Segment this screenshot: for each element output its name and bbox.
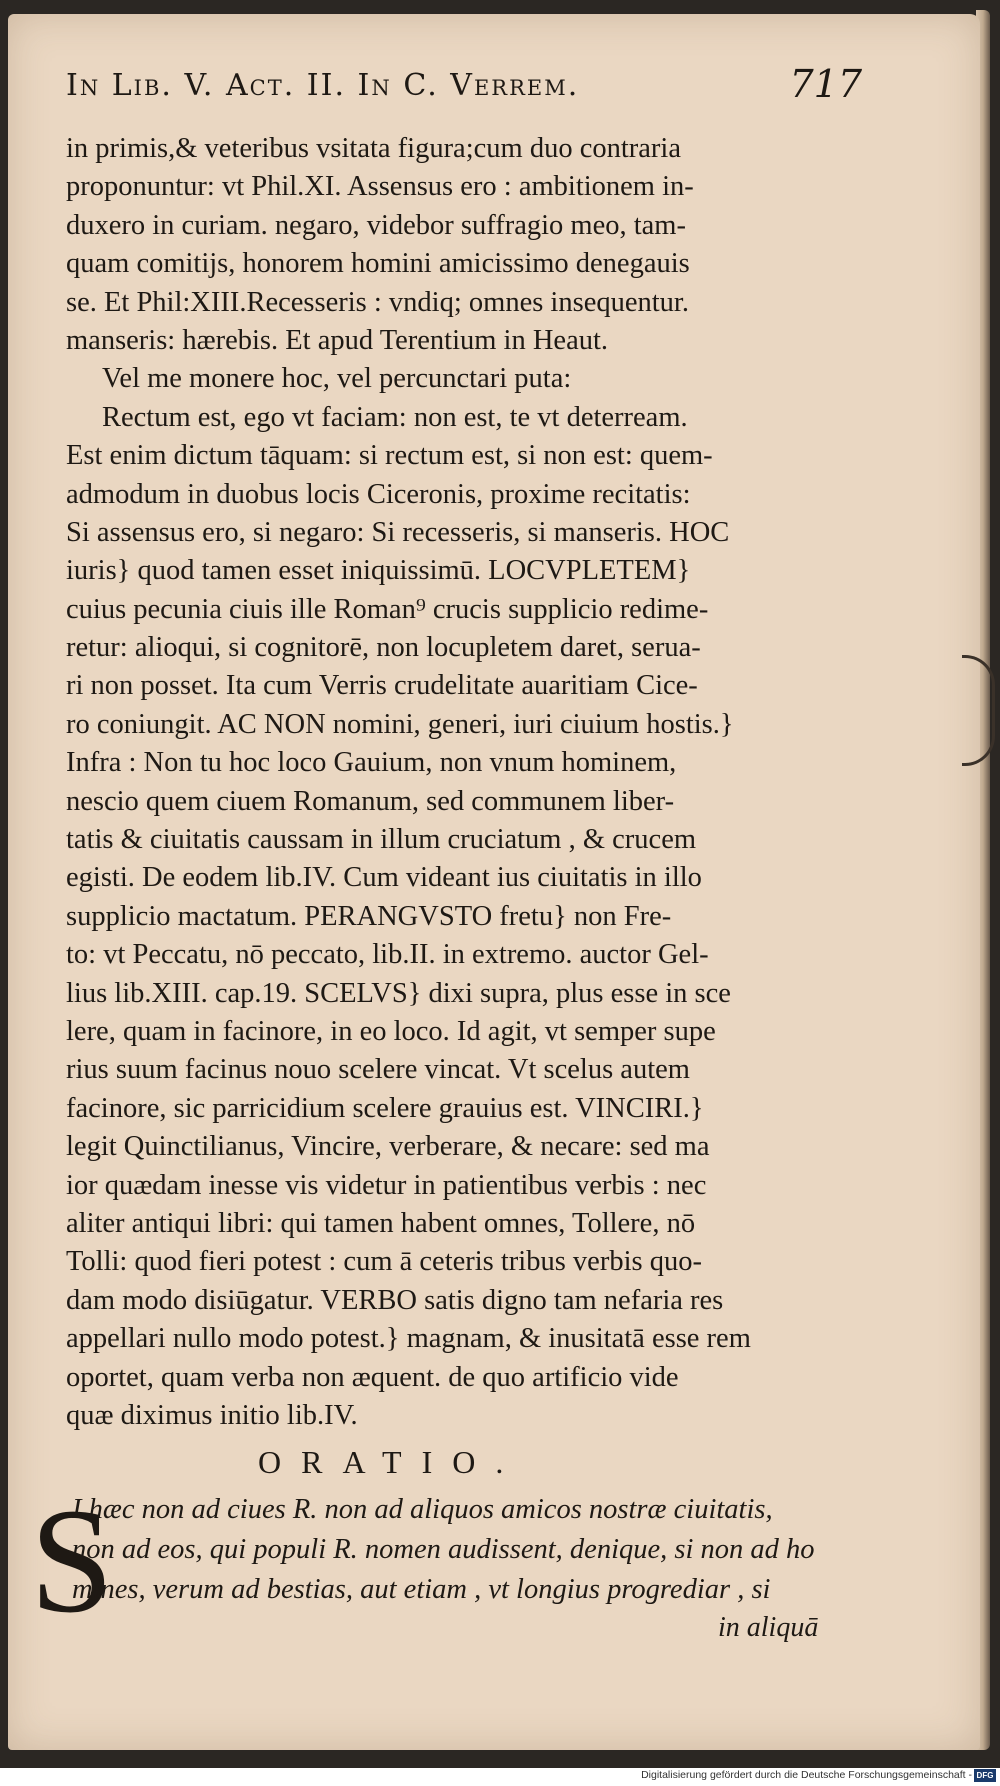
digitization-note: Digitalisierung gefördert durch die Deutsche Forschungsgemeinschaft - (641, 1769, 972, 1781)
page-tab-marker (962, 655, 995, 766)
text-line: Si assensus ero, si negaro: Si recesseris, si manseris. HOC (66, 516, 730, 548)
text-line: to: vt Peccatu, nō peccato, lib.II. in extremo. auctor Gel- (66, 939, 709, 971)
text-line: Tolli: quod fieri potest : cum ā ceteris tribus verbis quo- (66, 1246, 702, 1278)
text-line: admodum in duobus locis Ciceronis, proxime recitatis: (66, 478, 691, 510)
text-line: rius suum facinus nouo scelere vincat. Vt scelus autem (66, 1054, 690, 1086)
oratio-line: non ad eos, qui populi R. nomen audissent, denique, si non ad ho (72, 1534, 815, 1565)
text-line: quæ diximus initio lib.IV. (66, 1399, 358, 1431)
text-line: retur: alioqui, si cognitorē, non locupletem daret, serua- (66, 632, 701, 664)
oratio-heading: ORATIO. (258, 1444, 524, 1480)
oratio-line: I hæc non ad ciues R. non ad aliquos amicos nostræ ciuitatis, (72, 1494, 773, 1525)
text-line: facinore, sic parricidium scelere grauius est. VINCIRI.} (66, 1092, 704, 1124)
oratio-text (72, 1490, 842, 1610)
text-line: lius lib.XIII. cap.19. SCELVS} dixi supra, plus esse in sce (66, 977, 731, 1009)
running-head: In Lib. V. Act. II. In C. Verrem. (66, 68, 580, 103)
oratio-line: mines, verum ad bestias, aut etiam , vt longius progrediar , si (72, 1574, 771, 1605)
text-line: se. Et Phil:XIII.Recesseris : vndiq; omnes insequentur. (66, 286, 689, 318)
text-line: proponuntur: vt Phil.XI. Assensus ero : ambitionem in- (66, 171, 694, 203)
text-line: ro coniungit. AC NON nomini, generi, iuri ciuium hostis.} (66, 708, 734, 740)
text-line: dam modo disiūgatur. VERBO satis digno tam nefaria res (66, 1284, 724, 1316)
dfg-logo: DFG (974, 1769, 996, 1782)
text-line: oportet, quam verba non æquent. de quo artificio vide (66, 1361, 679, 1393)
text-line: Est enim dictum tāquam: si rectum est, si non est: quem- (66, 440, 713, 472)
text-line: egisti. De eodem lib.IV. Cum videant ius ciuitatis in illo (66, 862, 702, 894)
catchword: in aliquā (718, 1612, 819, 1643)
page-header (66, 62, 866, 114)
text-line: Vel me monere hoc, vel percunctari puta: (102, 363, 572, 395)
text-line: nescio quem ciuem Romanum, sed communem liber- (66, 785, 675, 817)
page-number: 717 (789, 62, 862, 106)
text-line: supplicio mactatum. PERANGVSTO fretu} non Fre- (66, 900, 672, 932)
text-line: ior quædam inesse vis videtur in patientibus verbis : nec (66, 1169, 707, 1201)
text-line: iuris} quod tamen esset iniquissimū. LOCVPLETEM} (66, 555, 691, 587)
text-line: cuius pecunia ciuis ille Roman⁹ crucis supplicio redime- (66, 593, 709, 625)
text-line: tatis & ciuitatis caussam in illum cruciatum , & crucem (66, 824, 697, 856)
text-line: in primis,& veteribus vsitata figura;cum duo contraria (66, 133, 681, 164)
text-line: legit Quinctilianus, Vincire, verberare, & necare: sed ma (66, 1131, 710, 1163)
text-line: duxero in curiam. negaro, videbor suffragio meo, tam- (66, 209, 686, 241)
text-line: Rectum est, ego vt faciam: non est, te vt deterream. (102, 401, 688, 433)
text-line: appellari nullo modo potest.} magnam, & inusitatā esse rem (66, 1323, 751, 1355)
text-line: aliter antiqui libri: qui tamen habent omnes, Tollere, nō (66, 1207, 696, 1239)
drop-cap: S (30, 1478, 114, 1644)
text-line: Infra : Non tu hoc loco Gauium, non vnum hominem, (66, 747, 677, 779)
text-line: manseris: hærebis. Et apud Terentium in Heaut. (66, 324, 609, 356)
text-line: quam comitijs, honorem homini amicissimo denegauis (66, 248, 690, 280)
text-line: lere, quam in facinore, in eo loco. Id agit, vt semper supe (66, 1015, 716, 1047)
text-line: ri non posset. Ita cum Verris crudelitate auaritiam Cice- (66, 670, 698, 702)
commentary-text (66, 130, 846, 1435)
